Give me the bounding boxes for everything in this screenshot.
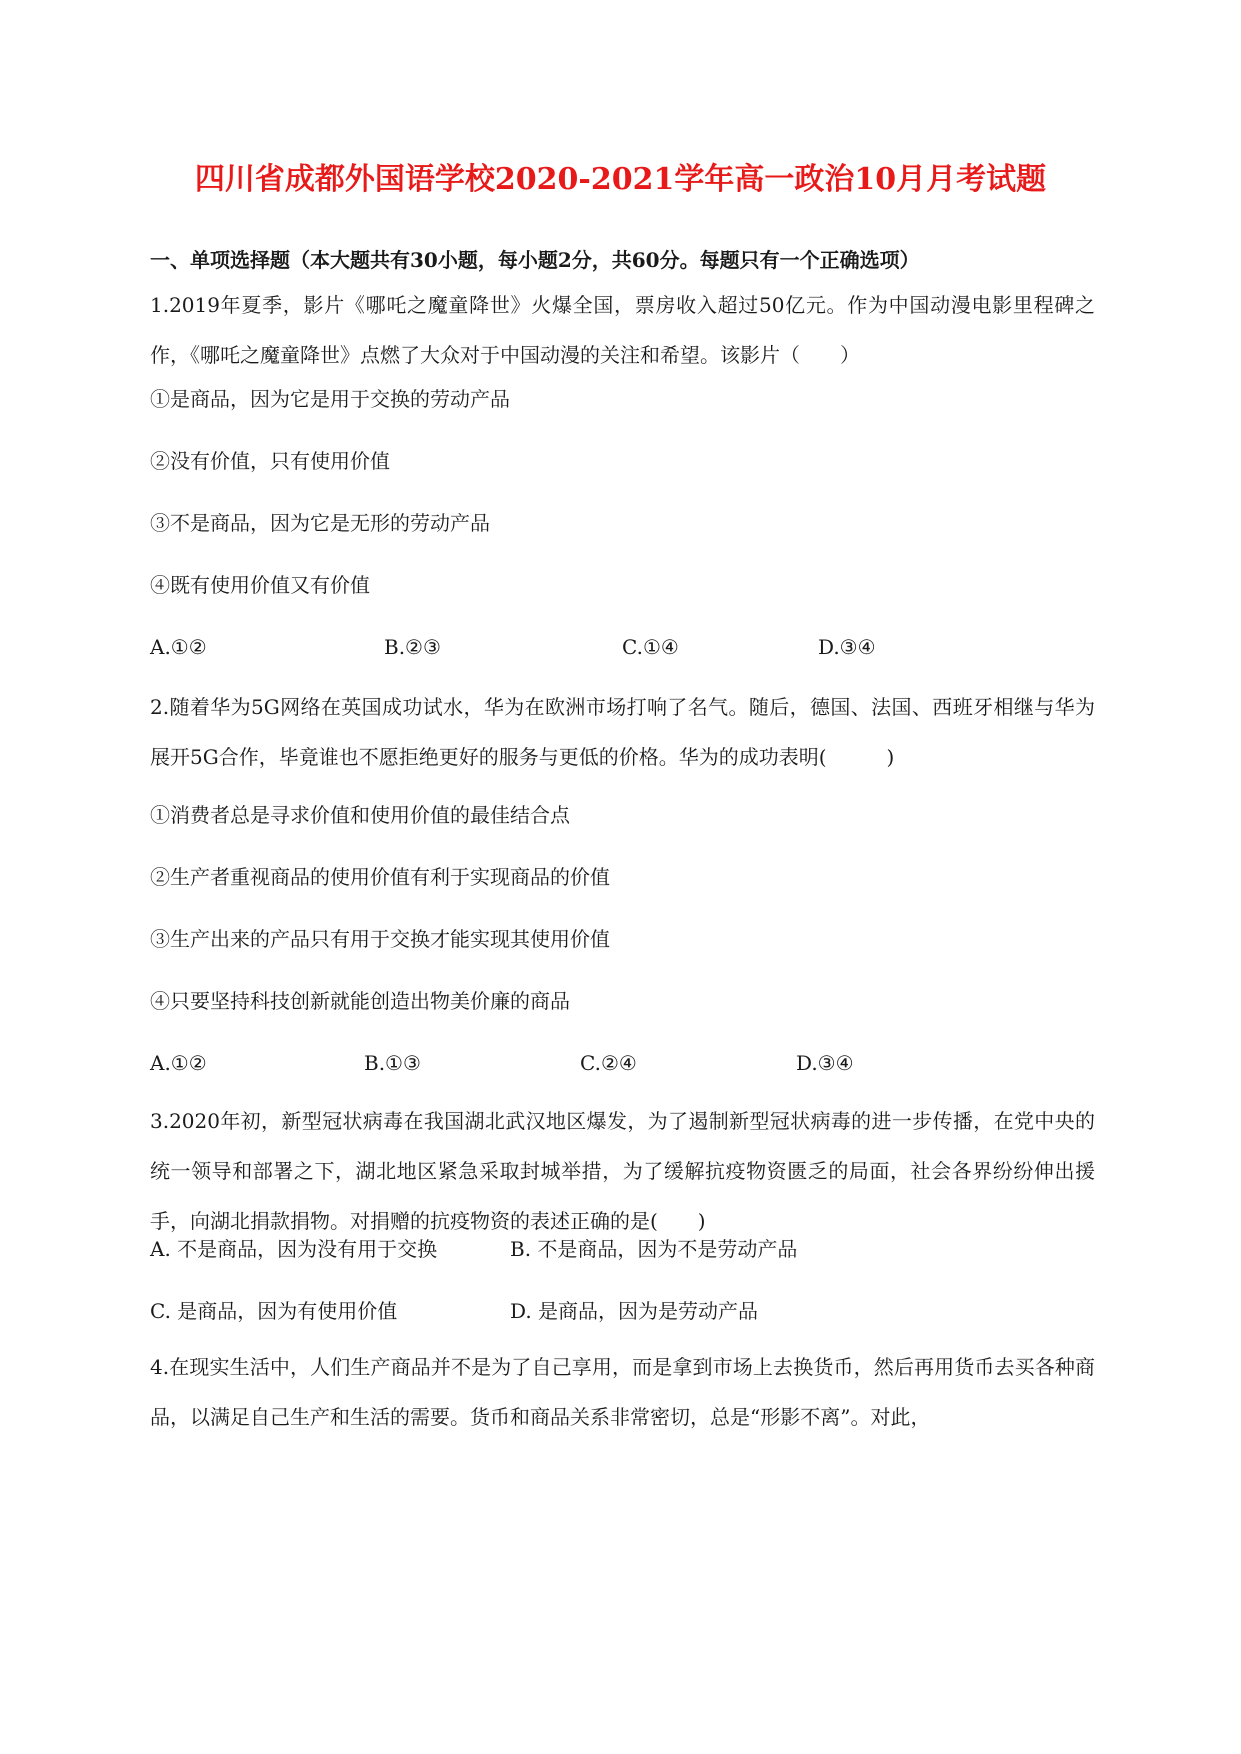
question-1-stem: 1.2019年夏季，影片《哪吒之魔童降世》火爆全国，票房收入超过50亿元。作为中国动漫电影里程碑之作，《哪吒之魔童降世》点燃了大众对于中国动漫的关注和希望。该影片（ ） [150, 293, 1095, 367]
question-3-stem: 3.2020年初，新型冠状病毒在我国湖北武汉地区爆发，为了遏制新型冠状病毒的进一步传播，在党中央的统一领导和部署之下，湖北地区紧急采取封城举措，为了缓解抗疫物资匮乏的局面，社会各界纷纷伸出援手，向湖北捐款捐物。对捐赠的抗疫物资的表述正确的是( ) [150, 1109, 1095, 1233]
question-2-option-b: B.①③ [364, 1051, 421, 1075]
question-2-option-d: D.③④ [796, 1051, 854, 1075]
question-2-statement: ①消费者总是寻求价值和使用价值的最佳结合点 [150, 803, 570, 827]
question-1-option-d: D.③④ [818, 635, 876, 659]
question-2-stem: 2.随着华为5G网络在英国成功试水，华为在欧洲市场打响了名气。随后，德国、法国、西班牙相继与华为展开5G合作，毕竟谁也不愿拒绝更好的服务与更低的价格。华为的成功表明( ) [150, 695, 1095, 769]
question-2-statement: ④只要坚持科技创新就能创造出物美价廉的商品 [150, 989, 570, 1013]
question-2-statement: ②生产者重视商品的使用价值有利于实现商品的价值 [150, 865, 610, 889]
question-2-option-c: C.②④ [580, 1051, 637, 1075]
section-heading: 一、单项选择题（本大题共有30小题，每小题2分，共60分。每题只有一个正确选项） [150, 248, 920, 272]
question-1-statement: ①是商品，因为它是用于交换的劳动产品 [150, 387, 510, 411]
question-3-option-d: D. 是商品，因为是劳动产品 [510, 1299, 759, 1323]
question-3-option-a: A. 不是商品，因为没有用于交换 [150, 1237, 438, 1261]
exam-title: 四川省成都外国语学校2020-2021学年高一政治10月月考试题 [194, 162, 1047, 197]
question-1-statement: ②没有价值，只有使用价值 [150, 449, 390, 473]
question-3-option-b: B. 不是商品，因为不是劳动产品 [510, 1237, 798, 1261]
question-3-option-c: C. 是商品，因为有使用价值 [150, 1299, 398, 1323]
question-1-statement: ④既有使用价值又有价值 [150, 573, 370, 597]
question-2-option-a: A.①② [150, 1051, 207, 1075]
question-2-statement: ③生产出来的产品只有用于交换才能实现其使用价值 [150, 927, 610, 951]
question-1-option-b: B.②③ [384, 635, 441, 659]
question-1-option-c: C.①④ [622, 635, 679, 659]
question-1-option-a: A.①② [150, 635, 207, 659]
question-1-statement: ③不是商品，因为它是无形的劳动产品 [150, 511, 490, 535]
question-4-stem: 4.在现实生活中，人们生产商品并不是为了自己享用，而是拿到市场上去换货币，然后再用货币去买各种商品，以满足自己生产和生活的需要。货币和商品关系非常密切，总是“形影不离”。对此， [150, 1355, 1095, 1429]
